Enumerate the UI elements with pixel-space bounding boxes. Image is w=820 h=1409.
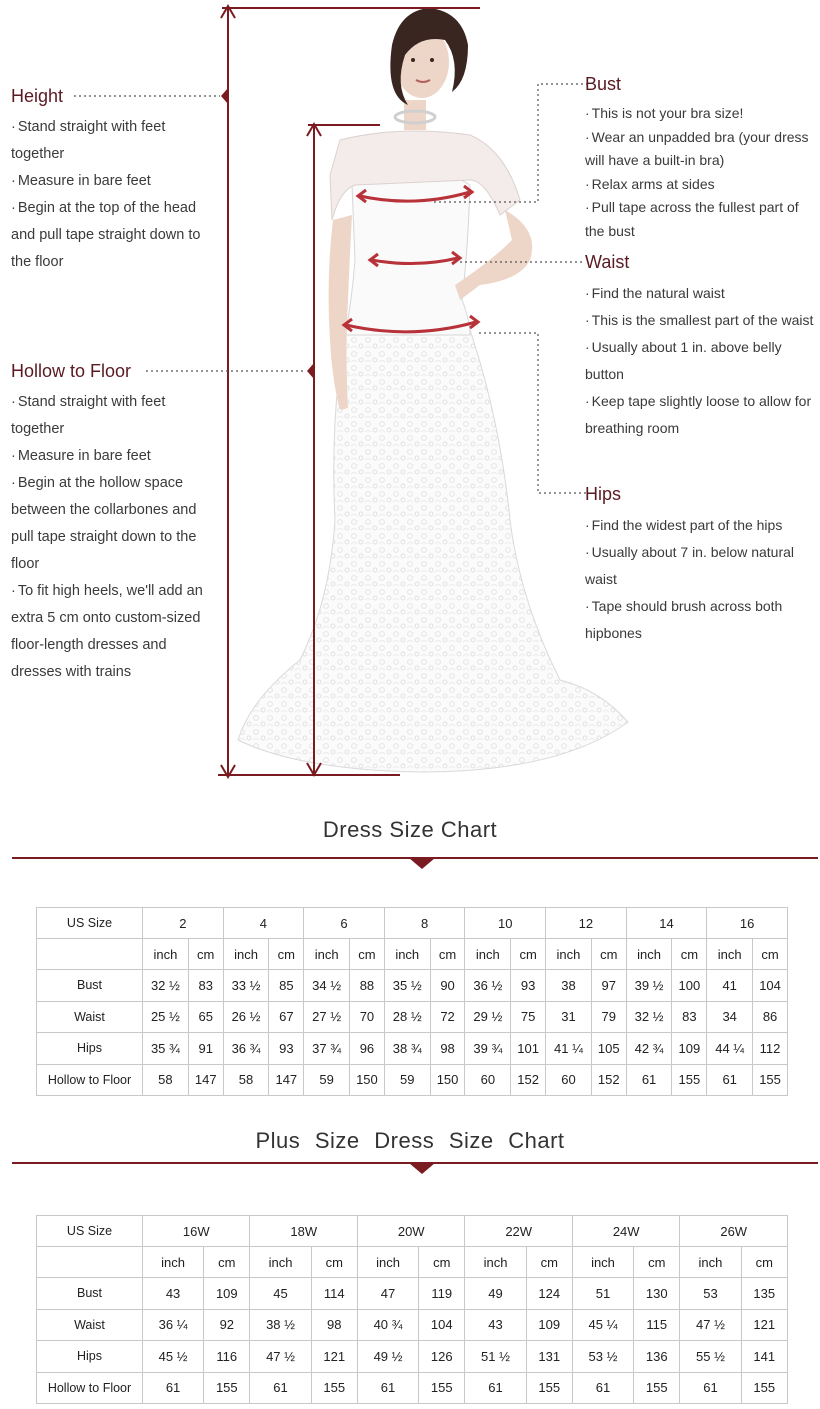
- measurement-cell: 152: [511, 1064, 546, 1096]
- table-row: [37, 1033, 788, 1065]
- row-label: Waist: [37, 1309, 143, 1341]
- unit-cell: inch: [465, 939, 511, 970]
- measurement-cell: 37 ¾: [304, 1033, 350, 1065]
- table-row: [37, 1278, 788, 1310]
- measurement-cell: 45: [250, 1278, 311, 1310]
- measurement-cell: 41: [707, 970, 753, 1002]
- hips-note: · Find the widest part of the hips: [585, 517, 783, 533]
- hips-note: · Usually about 7 in. below natural waist: [585, 544, 795, 587]
- table-row: [37, 970, 788, 1002]
- size-column-header: 12: [546, 908, 627, 939]
- measurement-cell: 65: [188, 1001, 223, 1033]
- row-label: Hollow to Floor: [37, 1372, 143, 1404]
- hips-note: · Tape should brush across both hipbones: [585, 598, 783, 641]
- height-note: · Measure in bare feet: [11, 173, 151, 189]
- row-label: Hips: [37, 1341, 143, 1373]
- waist-notes: [585, 250, 817, 442]
- measurement-cell: 35 ½: [384, 970, 430, 1002]
- measurement-cell: 98: [311, 1309, 357, 1341]
- measurement-cell: 96: [350, 1033, 385, 1065]
- measurement-cell: 61: [143, 1372, 204, 1404]
- measurement-cell: 152: [591, 1064, 626, 1096]
- measurement-cell: 131: [526, 1341, 572, 1373]
- measurement-cell: 51 ½: [465, 1341, 526, 1373]
- size-header-row: [37, 908, 788, 939]
- measurement-cell: 61: [680, 1372, 741, 1404]
- row-label: Waist: [37, 1001, 143, 1033]
- size-column-header: 26W: [680, 1216, 788, 1247]
- bust-title: Bust: [585, 74, 622, 94]
- measurement-cell: 79: [591, 1001, 626, 1033]
- measurement-cell: 33 ½: [223, 970, 269, 1002]
- unit-cell: cm: [634, 1247, 680, 1278]
- measurement-cell: 85: [269, 970, 304, 1002]
- size-column-header: 14: [626, 908, 707, 939]
- measurement-cell: 155: [526, 1372, 572, 1404]
- measurement-cell: 150: [350, 1064, 385, 1096]
- unit-cell: cm: [419, 1247, 465, 1278]
- unit-cell: cm: [188, 939, 223, 970]
- measurement-cell: 83: [188, 970, 223, 1002]
- blank-cell: [37, 939, 143, 970]
- unit-cell: inch: [250, 1247, 311, 1278]
- measurement-cell: 112: [753, 1033, 788, 1065]
- measurement-cell: 90: [430, 970, 465, 1002]
- size-column-header: 20W: [357, 1216, 464, 1247]
- unit-cell: inch: [626, 939, 672, 970]
- measurement-cell: 41 ¼: [546, 1033, 592, 1065]
- hollow-note: · Stand straight with feet together: [11, 394, 166, 437]
- measurement-cell: 121: [741, 1309, 787, 1341]
- measurement-cell: 114: [311, 1278, 357, 1310]
- unit-cell: cm: [204, 1247, 250, 1278]
- measurement-cell: 93: [511, 970, 546, 1002]
- row-label: Bust: [37, 970, 143, 1002]
- measurement-cell: 124: [526, 1278, 572, 1310]
- measurement-cell: 88: [350, 970, 385, 1002]
- blank-cell: [37, 1247, 143, 1278]
- measurement-cell: 35 ¾: [143, 1033, 189, 1065]
- unit-cell: cm: [753, 939, 788, 970]
- bust-note: · This is not your bra size!: [585, 105, 744, 121]
- divider-arrow-icon: [409, 858, 435, 869]
- measurement-cell: 155: [311, 1372, 357, 1404]
- measurement-cell: 38 ¾: [384, 1033, 430, 1065]
- measurement-cell: 31: [546, 1001, 592, 1033]
- hips-notes: [585, 482, 795, 647]
- waist-note: · This is the smallest part of the waist: [585, 312, 814, 328]
- measurement-cell: 155: [672, 1064, 707, 1096]
- measurement-cell: 32 ½: [143, 970, 189, 1002]
- height-note: · Begin at the top of the head and pull tape straight down to the floor: [11, 200, 201, 270]
- measurement-cell: 104: [753, 970, 788, 1002]
- measurement-cell: 43: [465, 1309, 526, 1341]
- row-label: Bust: [37, 1278, 143, 1310]
- measurement-cell: 141: [741, 1341, 787, 1373]
- measurement-cell: 93: [269, 1033, 304, 1065]
- measurement-cell: 44 ¼: [707, 1033, 753, 1065]
- measurement-cell: 101: [511, 1033, 546, 1065]
- height-title: Height: [11, 86, 64, 106]
- size-header-row: [37, 1216, 788, 1247]
- row-label: Hollow to Floor: [37, 1064, 143, 1096]
- measurement-cell: 55 ½: [680, 1341, 741, 1373]
- size-column-header: 22W: [465, 1216, 572, 1247]
- plus-size-table: [36, 1215, 788, 1404]
- measurement-cell: 27 ½: [304, 1001, 350, 1033]
- measurement-cell: 49 ½: [357, 1341, 418, 1373]
- table-row: [37, 1341, 788, 1373]
- measurement-cell: 126: [419, 1341, 465, 1373]
- unit-cell: inch: [707, 939, 753, 970]
- measurement-cell: 58: [143, 1064, 189, 1096]
- hollow-notes: [11, 359, 216, 686]
- measurement-cell: 61: [465, 1372, 526, 1404]
- measurement-cell: 25 ½: [143, 1001, 189, 1033]
- measurement-cell: 155: [741, 1372, 787, 1404]
- bust-note: · Relax arms at sides: [585, 175, 715, 192]
- measurement-cell: 100: [672, 970, 707, 1002]
- measurement-cell: 39 ½: [626, 970, 672, 1002]
- measurement-cell: 28 ½: [384, 1001, 430, 1033]
- measurement-cell: 61: [250, 1372, 311, 1404]
- measurement-cell: 135: [741, 1278, 787, 1310]
- unit-cell: inch: [357, 1247, 418, 1278]
- measurement-cell: 72: [430, 1001, 465, 1033]
- table-row: [37, 1309, 788, 1341]
- bust-notes: [585, 72, 810, 243]
- plus-size-chart-title: Plus Size Dress Size Chart: [255, 1128, 565, 1153]
- divider-arrow-icon: [409, 1163, 435, 1174]
- unit-cell: cm: [672, 939, 707, 970]
- waist-note: · Keep tape slightly loose to allow for breathing room: [585, 393, 812, 436]
- measurement-cell: 60: [465, 1064, 511, 1096]
- unit-cell: inch: [384, 939, 430, 970]
- dress-size-table: [36, 907, 788, 1096]
- size-label-cell: US Size: [37, 1216, 143, 1247]
- unit-cell: cm: [350, 939, 385, 970]
- measurement-cell: 58: [223, 1064, 269, 1096]
- measurement-cell: 155: [204, 1372, 250, 1404]
- measurement-cell: 40 ¾: [357, 1309, 418, 1341]
- measurement-cell: 61: [572, 1372, 633, 1404]
- measurement-cell: 47 ½: [250, 1341, 311, 1373]
- size-label-cell: US Size: [37, 908, 143, 939]
- measurement-cell: 60: [546, 1064, 592, 1096]
- size-column-header: 10: [465, 908, 546, 939]
- unit-cell: cm: [430, 939, 465, 970]
- measurement-cell: 43: [143, 1278, 204, 1310]
- size-column-header: 2: [143, 908, 224, 939]
- measurement-cell: 136: [634, 1341, 680, 1373]
- measurement-cell: 147: [188, 1064, 223, 1096]
- measurement-cell: 51: [572, 1278, 633, 1310]
- measurement-cell: 36 ½: [465, 970, 511, 1002]
- height-notes: [11, 84, 216, 276]
- measurement-cell: 147: [269, 1064, 304, 1096]
- row-label: Hips: [37, 1033, 143, 1065]
- measurement-cell: 155: [419, 1372, 465, 1404]
- unit-cell: cm: [741, 1247, 787, 1278]
- size-column-header: 24W: [572, 1216, 679, 1247]
- measurement-cell: 155: [634, 1372, 680, 1404]
- unit-cell: inch: [143, 1247, 204, 1278]
- unit-cell: inch: [223, 939, 269, 970]
- measurement-cell: 70: [350, 1001, 385, 1033]
- measurement-cell: 67: [269, 1001, 304, 1033]
- table-row: [37, 1064, 788, 1096]
- measurement-cell: 97: [591, 970, 626, 1002]
- measurement-cell: 38 ½: [250, 1309, 311, 1341]
- measurement-cell: 98: [430, 1033, 465, 1065]
- measurement-cell: 119: [419, 1278, 465, 1310]
- unit-cell: cm: [511, 939, 546, 970]
- unit-cell: cm: [269, 939, 304, 970]
- unit-cell: inch: [546, 939, 592, 970]
- hollow-title: Hollow to Floor: [11, 361, 132, 381]
- measurement-cell: 115: [634, 1309, 680, 1341]
- unit-cell: inch: [143, 939, 189, 970]
- measurement-cell: 45 ¼: [572, 1309, 633, 1341]
- table-row: [37, 1372, 788, 1404]
- measurement-cell: 155: [753, 1064, 788, 1096]
- measurement-cell: 61: [626, 1064, 672, 1096]
- unit-cell: cm: [591, 939, 626, 970]
- measurement-cell: 109: [672, 1033, 707, 1065]
- hips-title: Hips: [585, 484, 622, 504]
- unit-row: [37, 939, 788, 970]
- table-row: [37, 1001, 788, 1033]
- measurement-cell: 109: [526, 1309, 572, 1341]
- measurement-cell: 45 ½: [143, 1341, 204, 1373]
- measurement-cell: 53 ½: [572, 1341, 633, 1373]
- waist-note: · Find the natural waist: [585, 285, 725, 301]
- measurement-cell: 39 ¾: [465, 1033, 511, 1065]
- measurement-cell: 105: [591, 1033, 626, 1065]
- unit-cell: cm: [526, 1247, 572, 1278]
- hollow-note: · To fit high heels, we'll add an extra 5 cm onto custom-sized floor-length dresses and dresses with trains: [11, 583, 203, 680]
- measurement-cell: 150: [430, 1064, 465, 1096]
- unit-row: [37, 1247, 788, 1278]
- hollow-note: · Measure in bare feet: [11, 448, 151, 464]
- measurement-cell: 91: [188, 1033, 223, 1065]
- measurement-cell: 75: [511, 1001, 546, 1033]
- height-note: · Stand straight with feet together: [11, 119, 166, 162]
- measurement-cell: 34 ½: [304, 970, 350, 1002]
- measurement-cell: 53: [680, 1278, 741, 1310]
- measurement-cell: 116: [204, 1341, 250, 1373]
- measurement-cell: 26 ½: [223, 1001, 269, 1033]
- hollow-note: · Begin at the hollow space between the collarbones and pull tape straight down to the floor: [11, 475, 197, 572]
- measurement-cell: 59: [384, 1064, 430, 1096]
- measurement-cell: 59: [304, 1064, 350, 1096]
- measurement-cell: 36 ¼: [143, 1309, 204, 1341]
- bust-note: · Wear an unpadded bra (your dress will have a built-in bra): [585, 128, 809, 168]
- measurement-cell: 86: [753, 1001, 788, 1033]
- size-column-header: 6: [304, 908, 385, 939]
- size-column-header: 8: [384, 908, 465, 939]
- measurement-cell: 104: [419, 1309, 465, 1341]
- waist-title: Waist: [585, 252, 630, 272]
- measurement-cell: 49: [465, 1278, 526, 1310]
- unit-cell: inch: [465, 1247, 526, 1278]
- dress-size-chart-title: Dress Size Chart: [322, 817, 498, 842]
- measurement-cell: 42 ¾: [626, 1033, 672, 1065]
- measurement-cell: 121: [311, 1341, 357, 1373]
- measurement-cell: 29 ½: [465, 1001, 511, 1033]
- measurement-cell: 83: [672, 1001, 707, 1033]
- waist-note: · Usually about 1 in. above belly button: [585, 339, 782, 382]
- size-column-header: 18W: [250, 1216, 357, 1247]
- unit-cell: cm: [311, 1247, 357, 1278]
- size-column-header: 16: [707, 908, 788, 939]
- measurement-cell: 61: [707, 1064, 753, 1096]
- size-column-header: 16W: [143, 1216, 250, 1247]
- measurement-cell: 109: [204, 1278, 250, 1310]
- unit-cell: inch: [680, 1247, 741, 1278]
- measurement-cell: 47: [357, 1278, 418, 1310]
- measurement-cell: 92: [204, 1309, 250, 1341]
- bust-note: · Pull tape across the fullest part of the bust: [585, 199, 799, 239]
- measurement-cell: 34: [707, 1001, 753, 1033]
- measurement-cell: 32 ½: [626, 1001, 672, 1033]
- dress-skirt: [238, 330, 628, 772]
- measurement-cell: 61: [357, 1372, 418, 1404]
- measurement-cell: 36 ¾: [223, 1033, 269, 1065]
- unit-cell: inch: [304, 939, 350, 970]
- size-column-header: 4: [223, 908, 304, 939]
- measurement-cell: 38: [546, 970, 592, 1002]
- measurement-cell: 47 ½: [680, 1309, 741, 1341]
- measurement-cell: 130: [634, 1278, 680, 1310]
- unit-cell: inch: [572, 1247, 633, 1278]
